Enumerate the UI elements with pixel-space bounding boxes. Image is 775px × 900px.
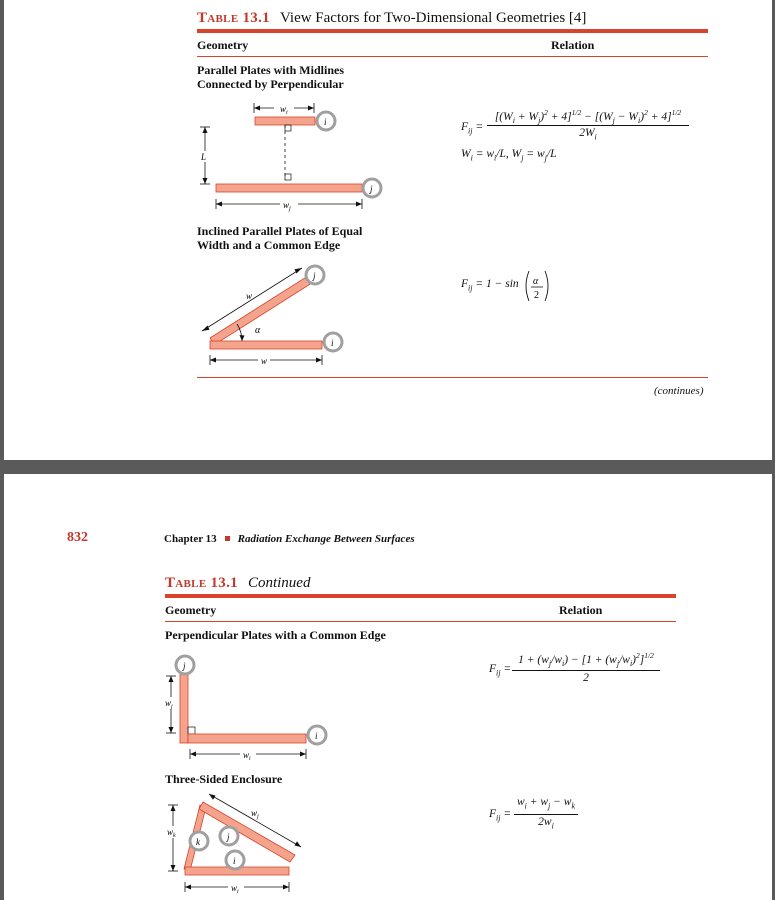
section1-title <box>197 63 344 91</box>
surface-i-label: i <box>331 338 334 348</box>
wj-arrow-top <box>169 676 174 682</box>
table-caption: Continued <box>247 575 311 591</box>
table-caption: View Factors for Two-Dimensional Geometries [4] <box>279 10 587 26</box>
section1-eq-definition: $W_i = w_i/L$, $W_j = w_j/L$ <box>461 148 557 163</box>
header-rule <box>165 621 676 622</box>
section1-title-line2: Connected by Perpendicular <box>197 77 344 91</box>
section4-eq-lhs: $F_{ij}$ = <box>489 808 512 823</box>
wj-arrow-top <box>209 794 216 800</box>
w-bottom-arrow-right <box>316 358 322 363</box>
plate-j-vertical <box>180 674 188 743</box>
section3-eq-numerator: $1 + (w_j/w_i) - [1 + (w_j/w_i)^2]^{1/2}$ <box>518 651 654 669</box>
L-arrow-bottom <box>203 178 208 184</box>
surface-j-label: j <box>227 832 230 842</box>
header-geometry: Geometry <box>165 603 217 617</box>
paren-right <box>545 271 548 301</box>
header-square-icon <box>225 536 230 541</box>
L-arrow-top <box>203 127 208 133</box>
section3-title: Perpendicular Plates with a Common Edge <box>165 628 386 642</box>
chapter-title: Radiation Exchange Between Surfaces <box>237 533 415 545</box>
wi-arrow-right <box>300 752 306 757</box>
running-header <box>164 533 415 545</box>
section1-title-line1: Parallel Plates with Midlines <box>197 63 344 77</box>
section4-eq-denominator: $2w_i$ <box>538 816 554 831</box>
header-rule <box>197 56 708 57</box>
w-incline-arrow-low <box>202 326 210 332</box>
three-sided-enclosure-diagram <box>159 792 319 900</box>
wj-label: $w_j$ <box>283 200 291 212</box>
w-bottom-label: w <box>261 356 268 366</box>
alpha-numerator: α <box>533 276 539 287</box>
section3-eq-lhs: $F_{ij}$ = <box>489 663 512 678</box>
chapter-label: Chapter 13 <box>164 533 217 545</box>
section1-eq-numerator: $[(W_i + W_j)^2 + 4]^{1/2} - [(W_j - W_i)^2 + 4]^{1/2}$ <box>494 108 682 126</box>
surface-i-label: i <box>233 856 236 866</box>
section4-title: Three-Sided Enclosure <box>165 772 283 786</box>
table-label: Table 13.1 <box>165 575 238 591</box>
surface-j-label: j <box>183 661 186 671</box>
page-1 <box>4 0 772 460</box>
right-angle-top <box>285 125 291 131</box>
L-label: L <box>201 152 207 162</box>
wi-arrow-left <box>185 885 191 890</box>
surface-i-label: i <box>315 731 318 741</box>
section1-eq-lhs: $F_{ij}$ = <box>461 121 484 136</box>
table-bottom-rule <box>197 377 708 378</box>
wj-arrow-bottom <box>295 841 302 847</box>
parallel-plates-diagram <box>194 98 394 213</box>
header-relation: Relation <box>551 38 595 52</box>
wi-arrow-left <box>190 752 196 757</box>
w-incline-label: w <box>246 291 253 301</box>
section2-title-line1: Inclined Parallel Plates of Equal <box>197 224 363 238</box>
wj-label: $w_j$ <box>251 808 259 820</box>
w-bottom-arrow-left <box>210 358 216 363</box>
wk-arrow-bottom <box>171 865 176 871</box>
paren-left <box>526 271 529 301</box>
header-relation: Relation <box>559 603 603 617</box>
right-angle-marker <box>188 727 195 734</box>
table-title <box>197 10 586 27</box>
surface-j-label: j <box>313 271 316 281</box>
alpha-label: α <box>255 325 261 336</box>
surface-j-label: j <box>370 184 373 194</box>
wj-arrow-left <box>216 202 222 207</box>
inclined-plates-diagram <box>194 258 354 368</box>
section2-title <box>197 224 362 252</box>
perpendicular-plates-diagram <box>159 652 339 767</box>
table-label: Table 13.1 <box>197 10 270 26</box>
section2-title-line2: Width and a Common Edge <box>197 238 341 252</box>
continues-note: (continues) <box>654 385 704 397</box>
wj-label: $w_j$ <box>165 698 173 710</box>
section3-eq-fraction-bar <box>512 670 660 671</box>
section2-eq: $F_{ij} = 1 - \sin$ <box>461 278 519 293</box>
table-title-continued <box>165 575 310 592</box>
wk-label: $w_k$ <box>167 827 176 839</box>
surface-k-label: k <box>196 837 200 847</box>
wi-arrow-right <box>308 106 314 111</box>
plate-i-horizontal <box>210 341 322 349</box>
plate-i-horizontal <box>188 734 306 743</box>
wi-arrow-left <box>254 106 260 111</box>
page-2 <box>4 474 772 900</box>
section2-eq-fraction <box>522 268 552 304</box>
section2-eq-denominator: 2 <box>534 290 539 301</box>
plate-i <box>255 117 315 125</box>
right-angle-bottom <box>285 174 291 180</box>
wi-label: $w_i$ <box>243 750 251 762</box>
table-top-rule <box>165 594 676 598</box>
section3-eq-denominator: 2 <box>583 672 589 684</box>
section1-eq-fraction-bar <box>487 125 689 126</box>
header-geometry: Geometry <box>197 38 249 52</box>
alpha-arc-arrow <box>240 335 245 341</box>
page-number: 832 <box>67 530 88 545</box>
surface-i-label: i <box>324 117 327 127</box>
wi-label: $w_i$ <box>231 883 239 895</box>
table-top-rule <box>197 29 708 33</box>
wk-arrow-top <box>171 805 176 811</box>
w-incline-arrow-high <box>295 268 303 274</box>
section1-eq-denominator: $2W_i$ <box>579 127 597 142</box>
wj-arrow-right <box>356 202 362 207</box>
section4-eq-fraction-bar <box>514 814 578 815</box>
wj-arrow-bottom <box>169 727 174 733</box>
section4-eq-numerator: $w_i + w_j - w_k$ <box>516 796 576 811</box>
plate-j <box>216 184 362 192</box>
plate-j-inclined <box>210 274 315 345</box>
wi-label: $w_i$ <box>280 104 288 116</box>
plate-j <box>199 802 295 862</box>
wi-arrow-right <box>283 885 289 890</box>
